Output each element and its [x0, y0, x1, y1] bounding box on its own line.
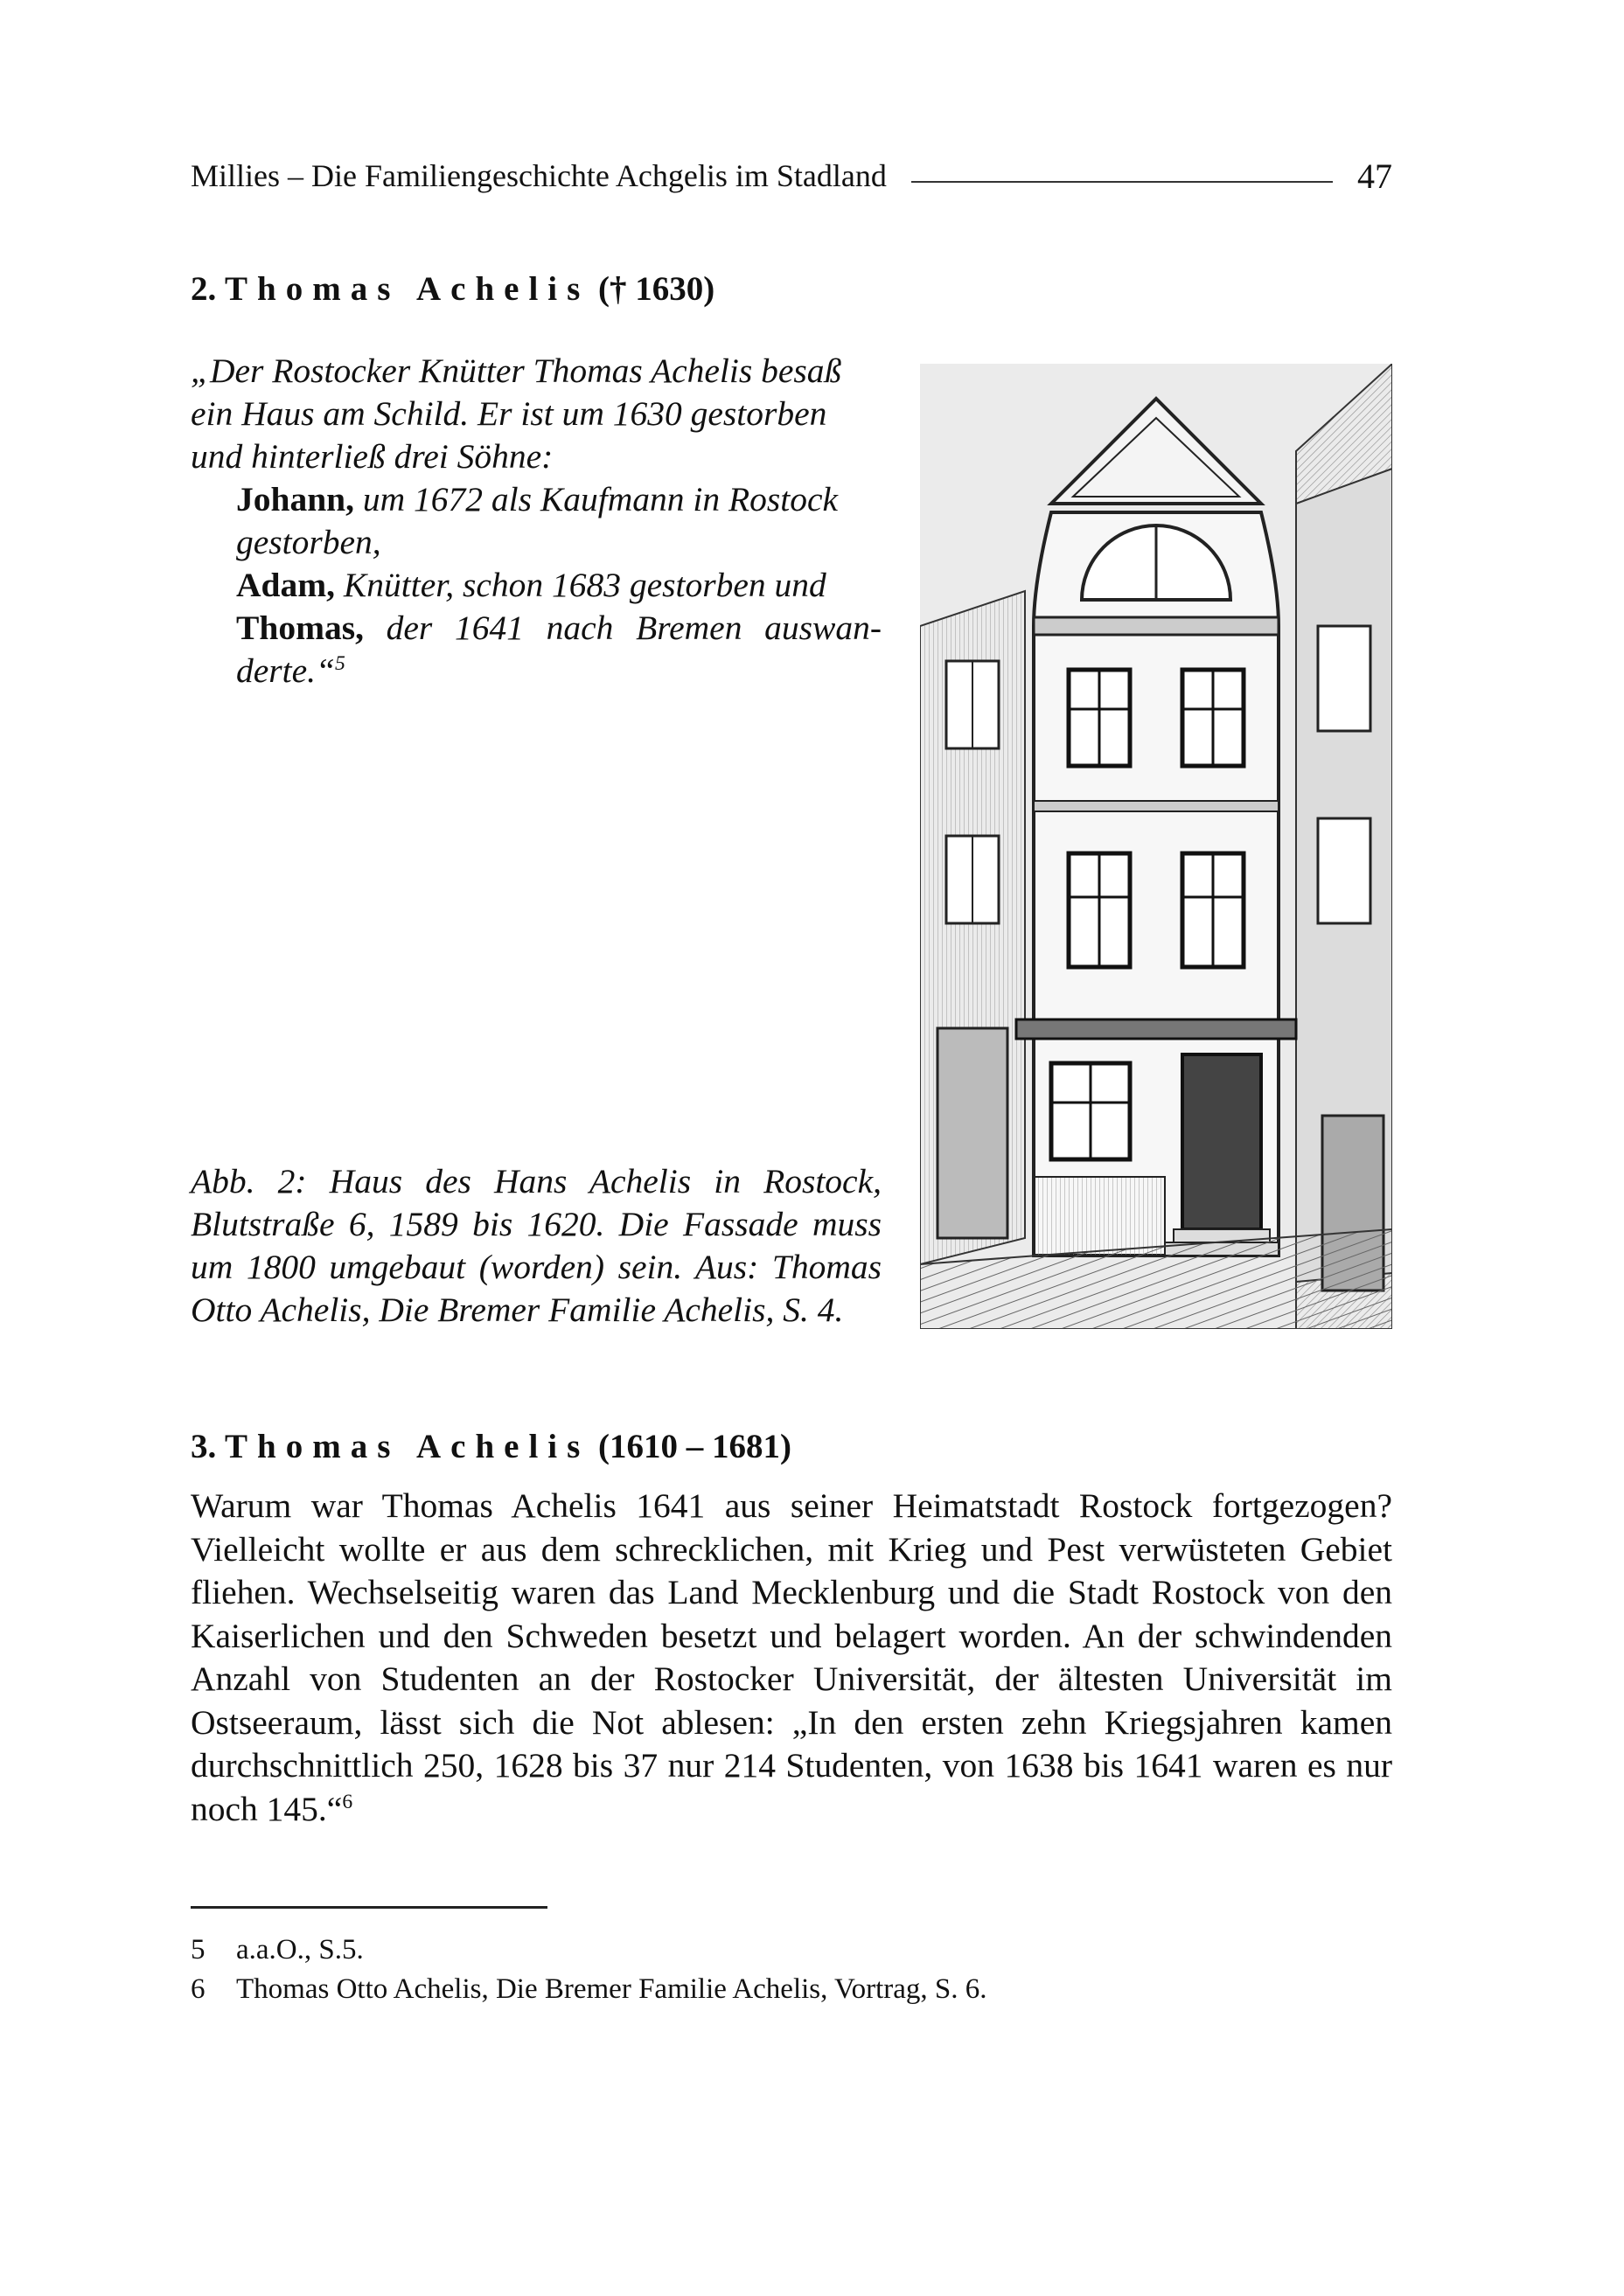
section-number: 2. — [191, 270, 217, 308]
section-dates: († 1630) — [598, 270, 715, 308]
footnote — [191, 1931, 1392, 1970]
quote-thomas: Thomas, der 1641 nach Bremen auswan- — [236, 609, 882, 647]
footnote-ref-6: 6 — [342, 1790, 353, 1813]
quote-adam: Adam, Knütter, schon 1683 gestorben und — [236, 566, 826, 604]
quote-block — [191, 350, 882, 692]
header-rule — [911, 181, 1333, 183]
section-name: Thomas Achelis — [225, 270, 590, 308]
house-drawing — [920, 364, 1392, 1329]
running-header — [191, 154, 1392, 198]
quote-ending: derte.“$^5$ — [236, 651, 345, 690]
page-number: 47 — [1357, 156, 1392, 196]
footnotes — [191, 1931, 1392, 2009]
running-title: Millies – Die Familiengeschichte Achgelis im Stadland — [191, 158, 887, 193]
section-dates: (1610 – 1681) — [598, 1428, 792, 1465]
section-number: 3. — [191, 1428, 217, 1465]
son-name-johann: Johann, — [236, 480, 355, 518]
house-illustration — [920, 364, 1392, 1329]
section-heading-3 — [191, 1427, 791, 1466]
footnote-text: Thomas Otto Achelis, Die Bremer Familie Achelis, Vortrag, S. 6. — [236, 1973, 987, 2005]
body-paragraph: Warum war Thomas Achelis 1641 aus seiner Heimatstadt Rostock fortgezogen? Vielleicht wollte er aus dem schrecklichen, mit Krieg und Pest verwüsteten Gebiet fliehen. Wechselseitig waren das Land Mecklenburg und die Stadt Rostock von den Kaiserlichen und den Schweden besetzt und belagert worden. An der schwindenden Anzahl von Studenten an der Rostocker Universität, der ältesten Universität im Ostseeraum, lässt sich die Not ablesen: „In den ersten zehn Kriegsjahren kamen durchschnittlich 250, 1628 bis 37 nur 214 Studenten, von 1638 bis 1641 waren es nur noch 145.“$^6$ — [191, 1486, 1392, 1828]
section-name: Thomas Achelis — [225, 1428, 590, 1465]
son-name-adam: Adam, — [236, 566, 336, 604]
footnote-text: a.a.O., S.5. — [236, 1934, 364, 1966]
quote-intro: „Der Rostocker Knütter Thomas Achelis besaß ein Haus am Schild. Er ist um 1630 gestorben und hinterließ drei Söhne: — [191, 351, 842, 476]
footnote-ref-5: 5 — [335, 651, 345, 675]
footnote — [191, 1970, 1392, 2009]
son-name-thomas: Thomas, — [236, 609, 364, 647]
footnote-number: 6 — [191, 1973, 206, 2005]
section-heading-2 — [191, 269, 714, 309]
footnote-number: 5 — [191, 1934, 206, 1966]
quote-johann: Johann, um 1672 als Kaufmann in Rostock gestorben, — [236, 480, 839, 561]
footnote-rule — [191, 1906, 547, 1909]
figure-caption: Abb. 2: Haus des Hans Achelis in Rostock, Blutstraße 6, 1589 bis 1620. Die Fassade muss um 1800 umgebaut (worden) sein. Aus: Thomas Otto Achelis, Die Bremer Familie Achelis, S. 4. — [191, 1162, 882, 1329]
